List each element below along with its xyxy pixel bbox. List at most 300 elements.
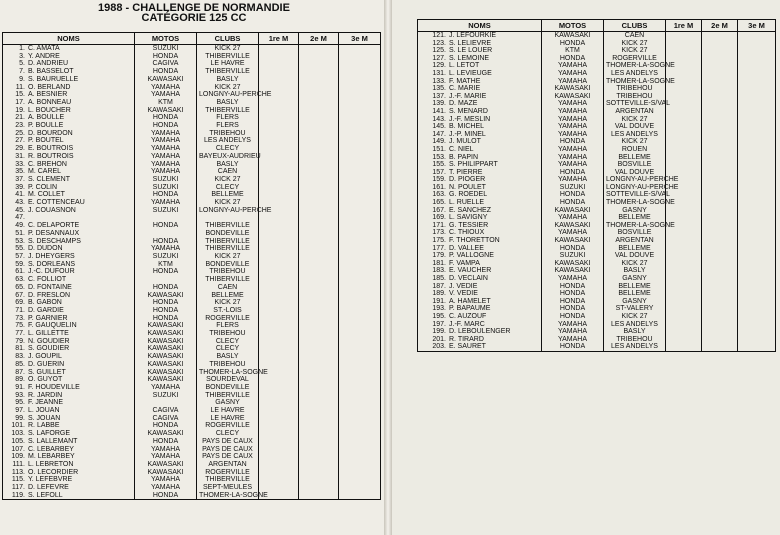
result-cell-m3 [738,161,776,169]
result-cell-m1 [259,191,299,199]
rider-number: 121. [432,32,446,39]
result-cell-m3 [738,305,776,313]
rider-name-cell [3,84,135,92]
col-header-manche-1: 1re M [666,20,702,32]
table-row [3,153,381,161]
rider-club: FLERS [197,114,259,122]
rider-number: 5. [19,60,25,68]
result-cell-m2 [299,407,339,415]
result-cell-m2 [299,446,339,454]
rider-name: S. LALLEMANT [28,437,78,445]
rider-club: VAL DOUVE [604,169,666,177]
rider-club: GASNY [604,298,666,306]
table-row [3,145,381,153]
rider-number: 21. [15,114,25,122]
result-cell-m2 [702,62,738,70]
rider-name-cell [418,138,542,146]
rider-number: 15. [15,91,25,99]
rider-number: 33. [15,160,25,168]
rider-club: SOURDEVAL [197,376,259,384]
result-cell-m3 [339,284,381,292]
rider-moto: YAMAHA [135,245,197,253]
rider-name: E. VAUCHER [449,267,492,275]
result-cell-m3 [738,321,776,329]
rider-name-cell [418,32,542,40]
result-cell-m1 [259,145,299,153]
result-cell-m3 [339,484,381,492]
result-cell-m1 [259,99,299,107]
result-cell-m2 [702,85,738,93]
rider-number: 25. [15,129,25,137]
rider-moto: HONDA [542,138,604,146]
rider-number: 77. [15,330,25,338]
rider-name: E. COTTENCEAU [28,199,85,207]
rider-moto: SUZUKI [542,184,604,192]
result-cell-m1 [666,85,702,93]
result-cell-m1 [666,313,702,321]
table-row [3,399,381,407]
result-cell-m3 [339,376,381,384]
result-cell-m3 [339,384,381,392]
result-cell-m1 [259,392,299,400]
result-cell-m3 [339,199,381,207]
col-header-manche-1: 1re M [259,33,299,45]
riders-table-right-body [418,32,776,352]
result-cell-m1 [666,290,702,298]
result-cell-m2 [702,138,738,146]
rider-name: D. VECLAIN [449,275,488,282]
rider-number: 27. [15,137,25,145]
table-row [3,446,381,454]
table-row [418,214,776,222]
result-cell-m3 [738,169,776,177]
result-cell-m3 [339,245,381,253]
rider-number: 55. [15,245,25,253]
rider-club: PAYS DE CAUX [197,446,259,454]
table-row [3,322,381,330]
rider-moto [135,399,197,407]
rider-club: THOMER-LA-SOGNE [604,222,666,230]
rider-name: N. POULET [449,183,486,191]
table-row [418,32,776,40]
result-cell-m3 [738,207,776,215]
rider-number: 3. [19,52,25,60]
rider-club: THIBERVILLE [197,245,259,253]
result-cell-m1 [666,123,702,131]
col-header-manche-3: 3e M [339,33,381,45]
rider-name: C. NIEL [449,145,474,153]
rider-number: 43. [15,199,25,207]
rider-club: THOMER-LA-SOGNE [604,62,666,70]
rider-name-cell [3,330,135,338]
rider-moto: KAWASAKI [135,361,197,369]
result-cell-m1 [259,168,299,176]
rider-name-cell [3,145,135,153]
table-row [418,131,776,139]
result-cell-m1 [666,260,702,268]
result-cell-m3 [339,399,381,407]
result-cell-m3 [339,253,381,261]
table-row [3,84,381,92]
rider-moto: HONDA [135,438,197,446]
rider-name-cell [418,229,542,237]
rider-moto: KAWASAKI [135,461,197,469]
result-cell-m3 [738,123,776,131]
rider-name: Y. ANDRE [28,52,60,60]
rider-number: 83. [15,353,25,361]
rider-moto: HONDA [135,53,197,61]
table-row [3,191,381,199]
table-row [3,476,381,484]
rider-name-cell [418,100,542,108]
result-cell-m3 [339,307,381,315]
table-row [3,392,381,400]
rider-number: 91. [15,383,25,391]
rider-name: S. MENARD [449,107,488,115]
rider-moto: KAWASAKI [542,85,604,93]
table-row [418,78,776,86]
result-cell-m2 [299,384,339,392]
rider-moto: YAMAHA [135,153,197,161]
rider-name-cell [3,153,135,161]
rider-club: KICK 27 [604,313,666,321]
table-row [3,199,381,207]
result-cell-m2 [299,268,339,276]
rider-name-cell [3,191,135,199]
rider-name-cell [418,161,542,169]
rider-name-cell [3,45,135,53]
rider-name-cell [3,60,135,68]
table-row [3,453,381,461]
rider-name: C. BREHON [28,160,67,168]
result-cell-m2 [702,222,738,230]
result-cell-m3 [339,492,381,500]
result-cell-m2 [299,153,339,161]
rider-club: KICK 27 [197,84,259,92]
col-header-clubs: CLUBS [197,33,259,45]
result-cell-m1 [259,476,299,484]
table-row [3,407,381,415]
rider-number: 159. [432,176,446,184]
rider-moto: HONDA [542,343,604,351]
rider-number: 171. [432,221,446,229]
table-row [418,138,776,146]
result-cell-m2 [702,336,738,344]
table-row [3,276,381,284]
rider-moto: CAGIVA [135,407,197,415]
result-cell-m1 [259,261,299,269]
rider-name-cell [3,446,135,454]
rider-name-cell [3,430,135,438]
result-cell-m3 [339,91,381,99]
rider-name: J. LEFOURKIE [449,32,497,39]
rider-name: J.-F. MARIE [449,92,487,100]
rider-moto: KAWASAKI [135,107,197,115]
result-cell-m3 [339,238,381,246]
result-cell-m2 [702,199,738,207]
table-row [418,62,776,70]
rider-name: J.-P. MINEL [449,130,486,138]
rider-name: Y. LEFEBVRE [28,476,73,484]
table-row [3,292,381,300]
rider-name-cell [418,260,542,268]
result-cell-m3 [738,252,776,260]
rider-name: P. BOUTEL [28,137,64,145]
result-cell-m2 [299,176,339,184]
col-header-motos: MOTOS [542,20,604,32]
rider-moto: KAWASAKI [135,430,197,438]
rider-name-cell [418,85,542,93]
rider-number: 137. [432,92,446,100]
rider-number: 175. [432,237,446,245]
rider-number: 135. [432,85,446,93]
result-cell-m3 [738,62,776,70]
rider-name: R. BOUTROIS [28,152,74,160]
result-cell-m2 [299,361,339,369]
result-cell-m1 [666,138,702,146]
result-cell-m3 [339,99,381,107]
rider-name-cell [3,91,135,99]
result-cell-m2 [299,191,339,199]
result-cell-m1 [666,108,702,116]
rider-moto: HONDA [135,422,197,430]
rider-name: S. LEFOLL [28,491,63,499]
rider-moto: YAMAHA [135,384,197,392]
result-cell-m3 [339,422,381,430]
rider-number: 39. [15,183,25,191]
rider-name-cell [418,214,542,222]
rider-club: SEPT-MEULES [197,484,259,492]
rider-club: CLECY [197,145,259,153]
table-row [418,252,776,260]
rider-name: S. GUILLET [28,368,66,376]
rider-name-cell [3,353,135,361]
rider-name: A. BESNIER [28,91,68,99]
rider-name-cell [3,222,135,230]
rider-club: BELLEME [197,292,259,300]
rider-name: G. ROEDEL [449,191,488,199]
table-row [3,268,381,276]
result-cell-m3 [738,131,776,139]
table-row [418,40,776,48]
rider-moto: YAMAHA [135,161,197,169]
rider-moto: YAMAHA [542,214,604,222]
rider-name-cell [3,484,135,492]
rider-moto: YAMAHA [542,100,604,108]
result-cell-m1 [259,322,299,330]
rider-name-cell [3,168,135,176]
rider-name: D. BOURDON [28,129,73,137]
rider-club: CAEN [197,284,259,292]
result-cell-m2 [702,154,738,162]
rider-moto: KAWASAKI [135,376,197,384]
table-row [3,315,381,323]
table-row [418,343,776,351]
result-cell-m2 [299,438,339,446]
table-row [3,230,381,238]
rider-club: SOTTEVILLE-S/VAL [604,100,666,108]
result-cell-m2 [702,169,738,177]
result-cell-m2 [299,130,339,138]
rider-name-cell [3,276,135,284]
rider-club: KICK 27 [197,176,259,184]
result-cell-m1 [259,84,299,92]
rider-name-cell [3,292,135,300]
result-cell-m1 [259,446,299,454]
rider-club: BONDEVILLE [197,230,259,238]
table-row [418,207,776,215]
rider-name: B. MICHEL [449,123,485,131]
rider-name-cell [3,338,135,346]
rider-club: CAEN [197,168,259,176]
rider-number: 31. [15,152,25,160]
rider-name-cell [3,407,135,415]
result-cell-m3 [339,268,381,276]
result-cell-m1 [259,230,299,238]
table-row [3,137,381,145]
rider-moto: YAMAHA [542,146,604,154]
rider-name: J. GOUPIL [28,353,62,361]
rider-name: F. VAMPA [449,259,480,267]
rider-name: J. COUASNON [28,206,76,214]
result-cell-m2 [299,461,339,469]
table-row [418,275,776,283]
rider-club: KICK 27 [197,199,259,207]
rider-number: 9. [19,75,25,83]
rider-number: 65. [15,283,25,291]
rider-moto: YAMAHA [542,62,604,70]
rider-name-cell [3,284,135,292]
rider-name: F. MATHE [449,77,481,85]
rider-name: C. FOLLIOT [28,276,67,284]
rider-number: 145. [432,123,446,131]
rider-name-cell [418,321,542,329]
result-cell-m1 [666,283,702,291]
table-row [3,99,381,107]
result-cell-m3 [339,461,381,469]
table-row [3,469,381,477]
rider-club: LES ANDELYS [604,321,666,329]
rider-name: A. HAMELET [449,297,491,305]
table-row [3,261,381,269]
result-cell-m3 [738,191,776,199]
result-cell-m3 [339,60,381,68]
rider-name-cell [3,53,135,61]
rider-name: S. LE LOUER [449,47,493,55]
rider-name-cell [418,283,542,291]
result-cell-m1 [666,100,702,108]
rider-moto: YAMAHA [135,453,197,461]
rider-club: PAYS DE CAUX [197,453,259,461]
result-cell-m2 [299,415,339,423]
table-row [3,122,381,130]
result-cell-m3 [738,313,776,321]
result-cell-m1 [259,384,299,392]
result-cell-m3 [738,298,776,306]
rider-number: 183. [432,267,446,275]
rider-number: 79. [15,337,25,345]
result-cell-m1 [666,328,702,336]
table-row [3,330,381,338]
rider-number: 149. [432,138,446,146]
rider-club: THIBERVILLE [197,392,259,400]
result-cell-m1 [259,315,299,323]
result-cell-m1 [666,237,702,245]
rider-name: D. DUDON [28,245,63,253]
result-cell-m3 [339,176,381,184]
result-cell-m3 [339,353,381,361]
rider-club: CLECY [197,184,259,192]
rider-club: TRIBEHOU [197,130,259,138]
result-cell-m1 [259,407,299,415]
rider-name-cell [3,230,135,238]
result-cell-m1 [666,55,702,63]
rider-number: 197. [432,320,446,328]
result-cell-m2 [702,237,738,245]
rider-club: ARGENTAN [604,108,666,116]
result-cell-m2 [702,123,738,131]
rider-club: LE HAVRE [197,60,259,68]
rider-club: GASNY [604,207,666,215]
rider-moto: KAWASAKI [542,267,604,275]
rider-club: BASLY [197,353,259,361]
rider-club: TRIBEHOU [197,330,259,338]
rider-number: 17. [15,98,25,106]
result-cell-m1 [259,276,299,284]
rider-name: L. RUELLE [449,199,485,207]
rider-club: BAYEUX-AUDRIEU [197,153,259,161]
result-cell-m1 [259,461,299,469]
result-cell-m3 [339,153,381,161]
rider-name: L. LEVIEUGE [449,69,492,77]
rider-moto: KAWASAKI [135,369,197,377]
rider-name-cell [418,123,542,131]
result-cell-m3 [339,122,381,130]
result-cell-m2 [702,321,738,329]
rider-club: GASNY [197,399,259,407]
rider-name-cell [418,290,542,298]
riders-table-left [2,32,381,500]
rider-name-cell [418,40,542,48]
rider-name: L. JOUAN [28,407,60,415]
result-cell-m3 [339,107,381,115]
table-row [418,146,776,154]
result-cell-m2 [299,137,339,145]
result-cell-m2 [299,245,339,253]
table-row [3,114,381,122]
result-cell-m1 [259,345,299,353]
result-cell-m2 [702,93,738,101]
table-row [3,438,381,446]
rider-club: BELLEME [604,283,666,291]
result-cell-m2 [702,207,738,215]
rider-name: J.-F. MARC [449,320,485,328]
rider-name-cell [418,108,542,116]
rider-name: S. BAURUELLE [28,75,79,83]
rider-number: 29. [15,145,25,153]
result-cell-m3 [339,415,381,423]
result-cell-m3 [339,361,381,369]
table-row [3,253,381,261]
result-cell-m3 [339,184,381,192]
result-cell-m1 [666,161,702,169]
table-row [418,298,776,306]
rider-name-cell [418,176,542,184]
rider-number: 19. [15,106,25,114]
rider-number: 185. [432,275,446,282]
rider-club: LES ANDELYS [604,131,666,139]
result-cell-m1 [666,47,702,55]
